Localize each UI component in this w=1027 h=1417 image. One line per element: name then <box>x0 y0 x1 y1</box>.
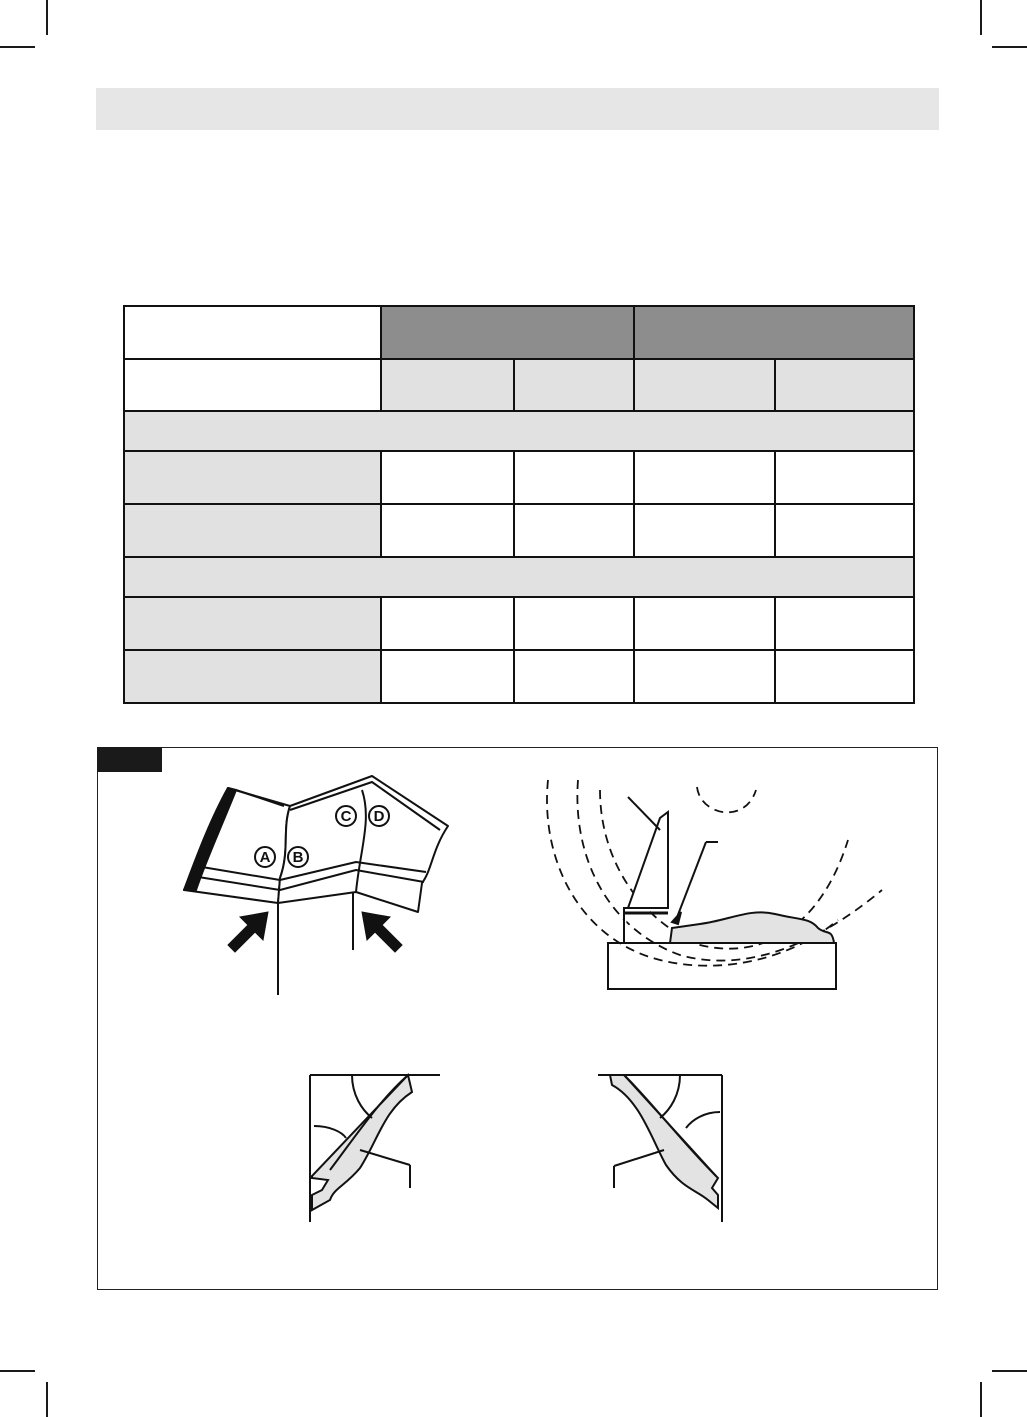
arrow-up-right-icon <box>228 912 268 952</box>
callout-b: B <box>292 849 304 866</box>
callout-c: C <box>340 808 352 825</box>
crown-angle-right-diagram <box>598 1075 722 1222</box>
direction-arrows <box>228 912 402 952</box>
callout-a: A <box>259 849 271 866</box>
callout-d: D <box>373 808 385 825</box>
saw-fence-diagram <box>547 780 882 989</box>
arrow-up-left-icon <box>362 912 402 952</box>
crown-molding-corner-illustration <box>184 776 448 995</box>
crown-angle-left-diagram <box>310 1075 440 1222</box>
